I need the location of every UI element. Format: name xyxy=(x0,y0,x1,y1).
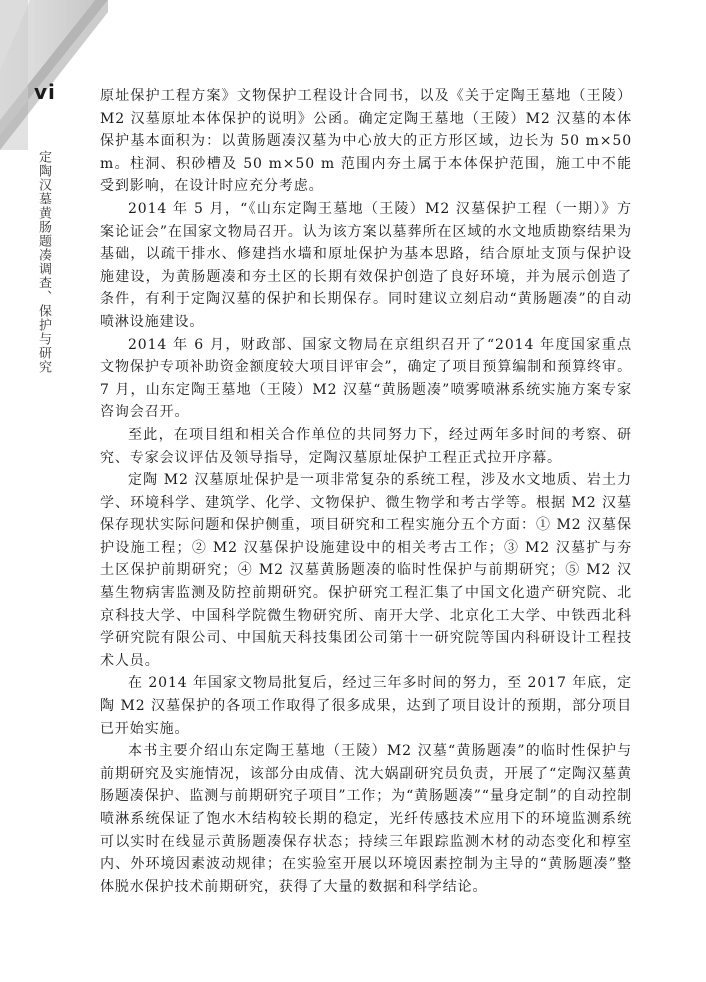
paragraph: 2014 年 5 月，“《山东定陶王墓地（王陵）M2 汉墓保护工程（一期）》方案论证会”在国家文物局召开。认为该方案以墓葬所在区域的水文地质勘察结果为基础，以疏干排水、修建挡水墙和原址保护为基本思路，结合原址支顶与保护设施建设，为黄肠题凑和夯土区的长期有效保护创造了良好环境，并为展示创造了条件，有利于定陶汉墓的保护和长期保存。同时建议立刻启动“黄肠题凑”的自动喷淋设施建设。 xyxy=(100,200,632,330)
paragraph: 2014 年 6 月，财政部、国家文物局在京组织召开了“2014 年度国家重点文物保护专项补助资金额度较大项目评审会”，确定了项目预算编制和预算终审。7 月，山东定陶王墓地（王陵）M2 汉墓“黄肠题凑”喷雾喷淋系统实施方案专家咨询会召开。 xyxy=(100,336,632,421)
page-number: vi xyxy=(34,80,56,104)
paragraph: 原址保护工程方案》文物保护工程设计合同书，以及《关于定陶王墓地（王陵）M2 汉墓原址本体保护的说明》公函。确定定陶王墓地（王陵）M2 汉墓的本体保护基本面积为：以黄肠题凑汉墓为中心放大的正方形区域，边长为 50 m×50 m。柱洞、积砂槽及 50 m×50 m 范围内夯土属于本体保护范围，施工中不能受到影响，在设计时应充分考虑。 xyxy=(100,88,632,195)
body-text xyxy=(100,85,632,898)
paragraph: 在 2014 年国家文物局批复后，经过三年多时间的努力，至 2017 年底，定陶 M2 汉墓保护的各项工作取得了很多成果，达到了项目设计的预期，部分项目已开始实施。 xyxy=(100,675,632,737)
paragraph: 本书主要介绍山东定陶王墓地（王陵）M2 汉墓“黄肠题凑”的临时性保护与前期研究及实施情况，该部分由成倩、沈大娲副研究员负责，开展了“定陶汉墓黄肠题凑保护、监测与前期研究子项目”工作；为“黄肠题凑”“量身定制”的自动控制喷淋系统保证了饱水木结构较长期的稳定，光纤传感技术应用下的环境监测系统可以实时在线显示黄肠题凑保存状态；持续三年跟踪监测木材的动态变化和椁室内、外环境因素波动规律；在实验室开展以环境因素控制为主导的“黄肠题凑”整体脱水保护技术前期研究，获得了大量的数据和科学结论。 xyxy=(100,743,632,895)
corner-decoration xyxy=(0,0,108,150)
paragraph: 至此，在项目组和相关合作单位的共同努力下，经过两年多时间的考察、研究、专家会议评估及领导指导，定陶汉墓原址保护工程正式拉开序幕。 xyxy=(100,426,632,466)
running-title: 定陶汉墓黄肠题凑调查、保护与研究 xyxy=(36,150,51,374)
paragraph: 定陶 M2 汉墓原址保护是一项非常复杂的系统工程，涉及水文地质、岩土力学、环境科学、建筑学、化学、文物保护、微生物学和考古学等。根据 M2 汉墓保存现状实际问题和保护侧重，项目研究和工程实施分五个方面：① M2 汉墓保护设施工程；② M2 汉墓保护设施建设中的相关考古工作；③ M2 汉墓扩与夯土区保护前期研究；④ M2 汉墓黄肠题凑的临时性保护与前期研究；⑤ M2 汉墓生物病害监测及防控前期研究。保护研究工程汇集了中国文化遗产研究院、北京科技大学、中国科学院微生物研究所、南开大学、北京化工大学、中铁西北科学研究院有限公司、中国航天科技集团公司第十一研究院等国内科研设计工程技术人员。 xyxy=(100,472,632,669)
